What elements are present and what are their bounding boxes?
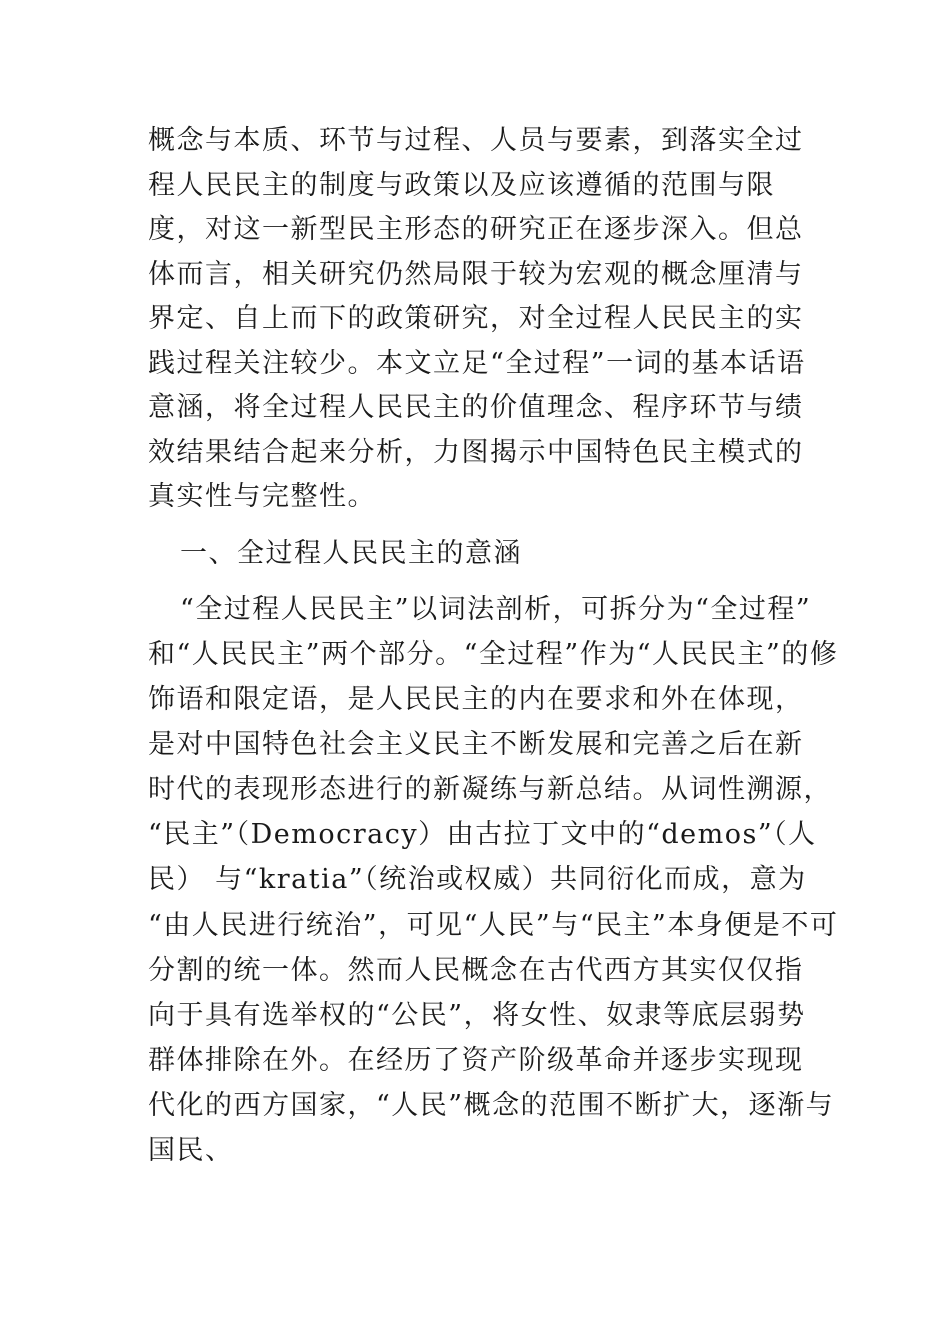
text-line: “全过程人民民主”以词法剖析，可拆分为“全过程”: [180, 594, 812, 625]
text-line: 代化的西方国家，“人民”概念的范围不断扩大，逐渐与: [148, 1090, 835, 1121]
text-line: 度，对这一新型民主形态的研究正在逐步深入。但总: [148, 214, 804, 245]
text-line: 群体排除在外。在经历了资产阶级革命并逐步实现现: [148, 1045, 804, 1076]
text-line: 体而言，相关研究仍然局限于较为宏观的概念厘清与: [148, 259, 804, 290]
section-heading: 一、全过程人民民主的意涵: [180, 538, 522, 569]
text-line: 概念与本质、环节与过程、人员与要素，到落实全过: [148, 125, 804, 156]
text-line: 民） 与“kratia”（统治或权威）共同衍化而成，意为: [148, 864, 807, 895]
text-line: 饰语和限定语，是人民民主的内在要求和外在体现，: [148, 684, 804, 715]
text-line: “由人民进行统治”，可见“人民”与“民主”本身便是不可: [148, 910, 839, 941]
text-line: 程人民民主的制度与政策以及应该遵循的范围与限: [148, 170, 775, 201]
text-line: “民主”（Democracy）由古拉丁文中的“demos”（人: [148, 819, 817, 850]
text-line: 效结果结合起来分析，力图揭示中国特色民主模式的: [148, 437, 804, 468]
text-line: 时代的表现形态进行的新凝练与新总结。从词性溯源，: [148, 774, 832, 805]
text-line: 国民、: [148, 1135, 234, 1166]
text-line: 践过程关注较少。本文立足“全过程”一词的基本话语: [148, 348, 806, 379]
text-line: 界定、自上而下的政策研究，对全过程人民民主的实: [148, 303, 804, 334]
text-line: 意涵，将全过程人民民主的价值理念、程序环节与绩: [148, 392, 804, 423]
text-line: 是对中国特色社会主义民主不断发展和完善之后在新: [148, 729, 804, 760]
text-line: 和“人民民主”两个部分。“全过程”作为“人民民主”的修: [148, 639, 839, 670]
text-line: 分割的统一体。然而人民概念在古代西方其实仅仅指: [148, 955, 804, 986]
text-line: 真实性与完整性。: [148, 481, 376, 512]
text-line: 向于具有选举权的“公民”，将女性、奴隶等底层弱势: [148, 1000, 806, 1031]
